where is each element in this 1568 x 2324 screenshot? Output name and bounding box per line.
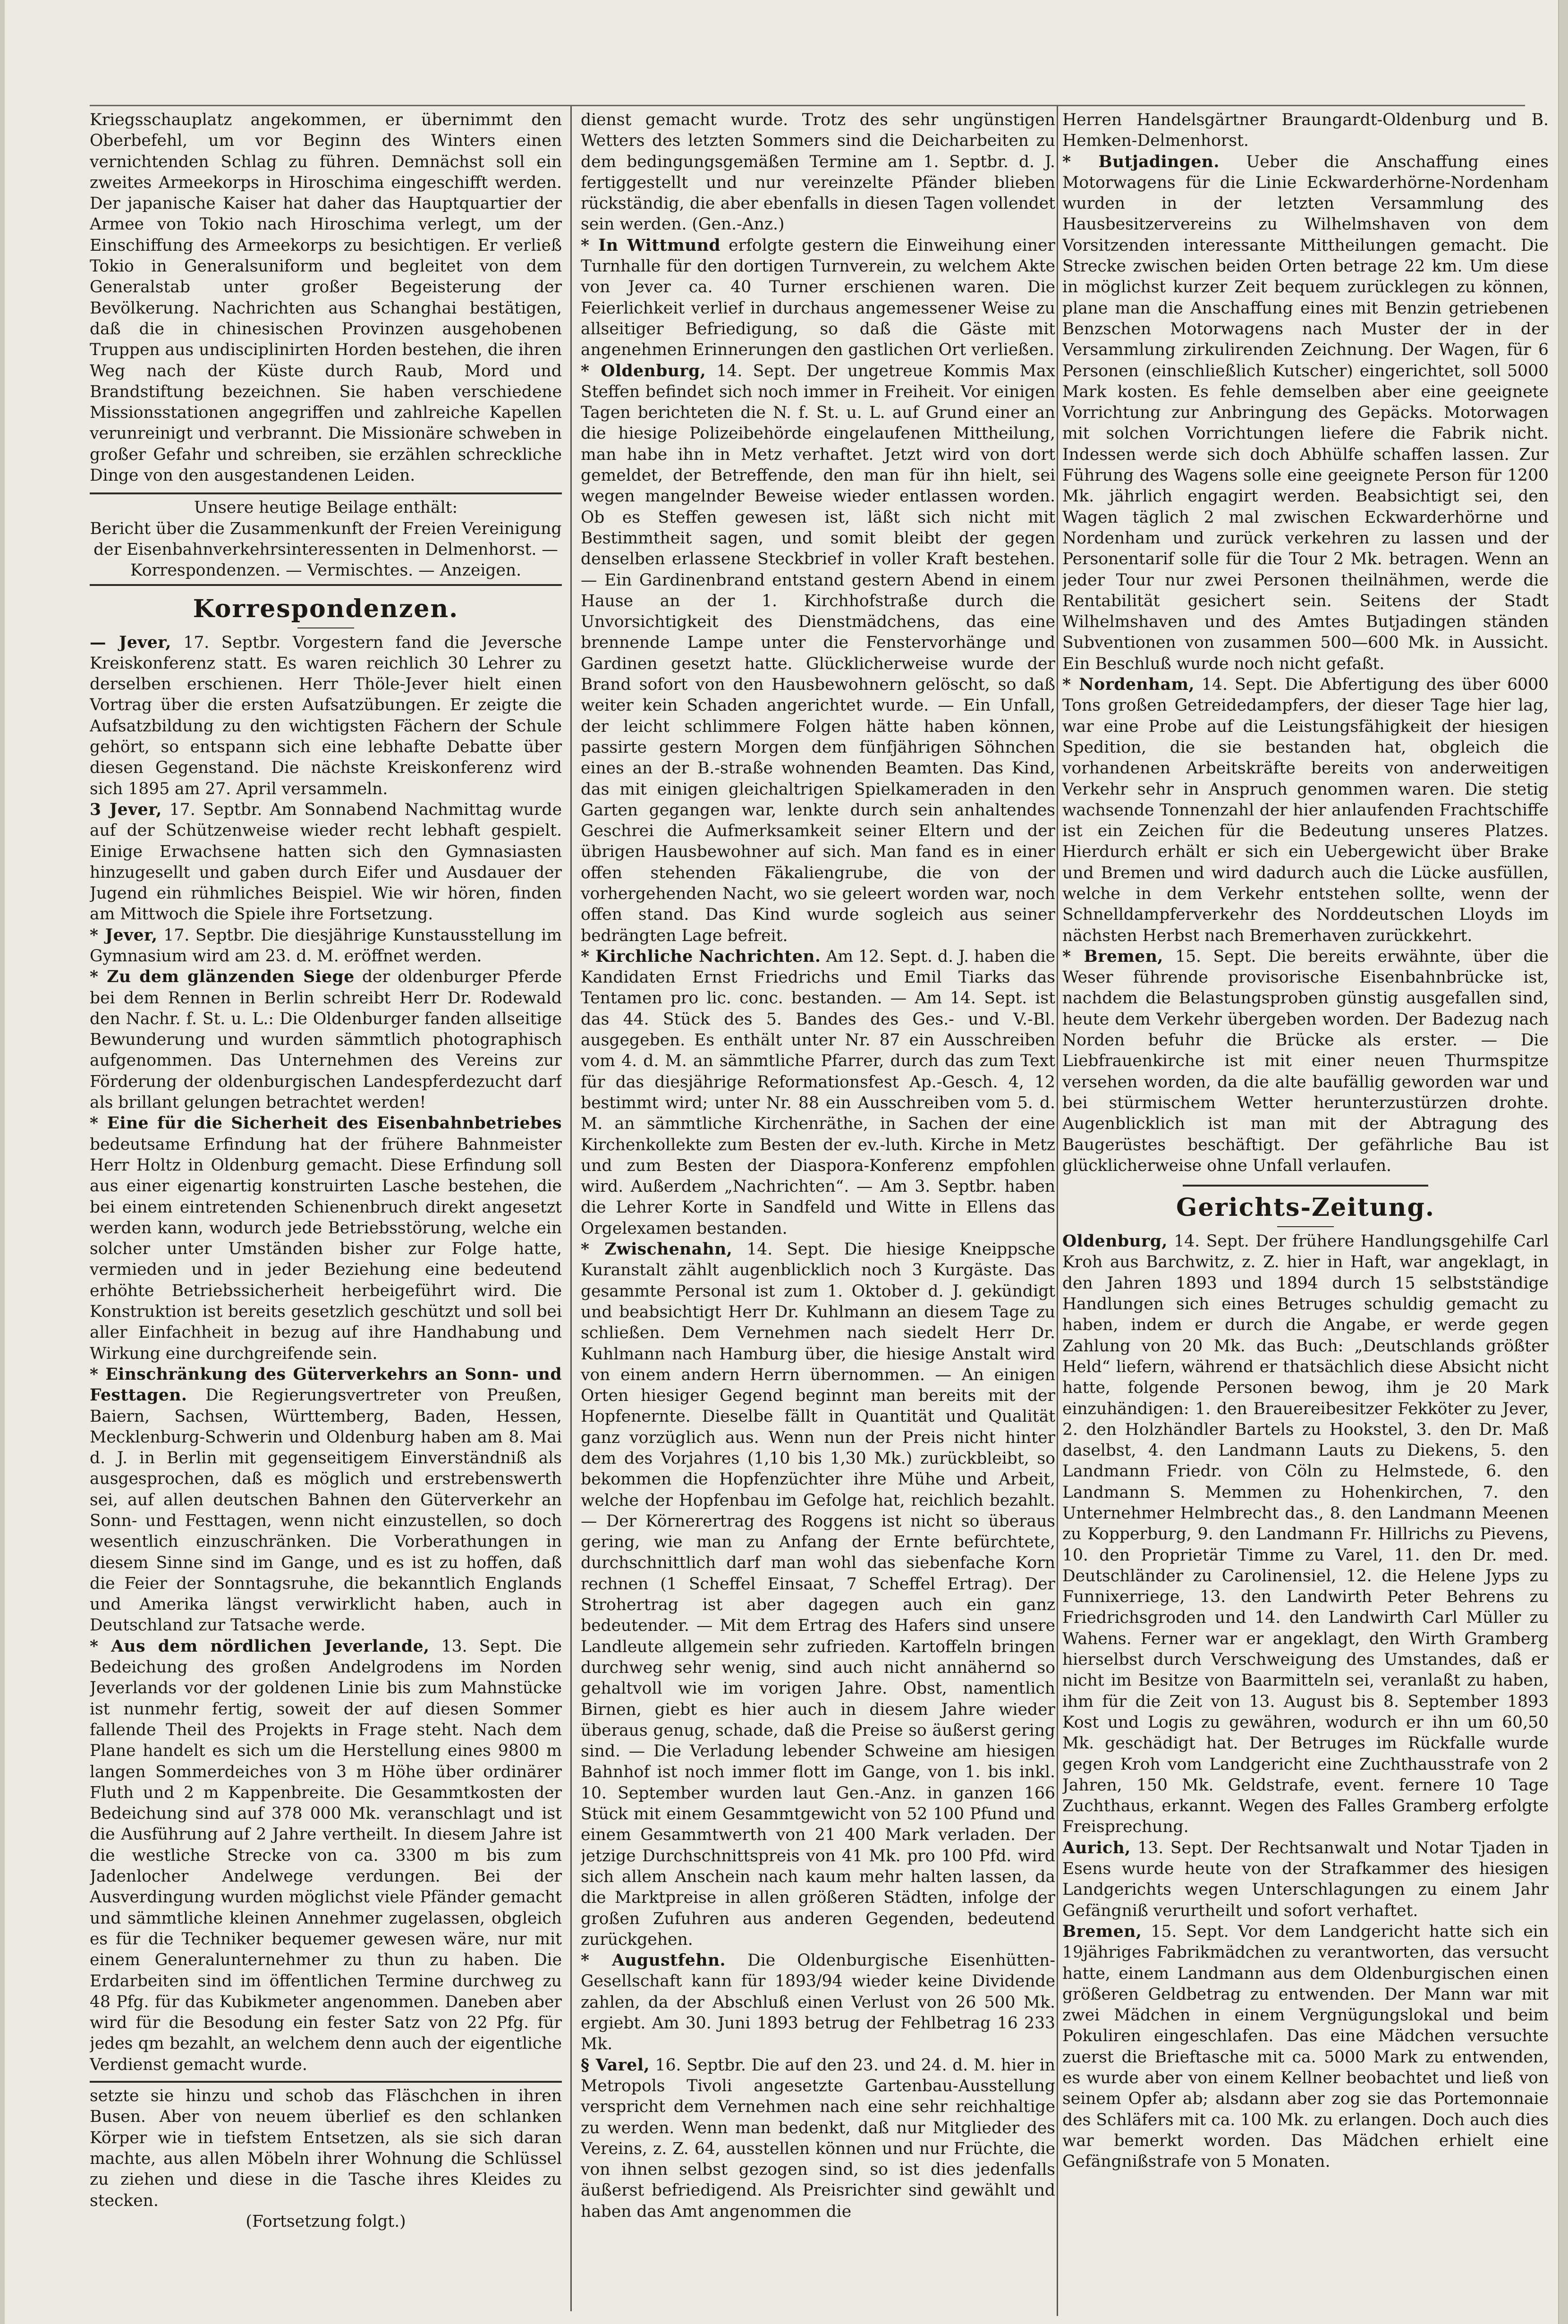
- news-paragraph: [1062, 946, 1549, 1176]
- continuation-note: (Fortsetzung folgt.): [246, 2212, 406, 2231]
- paragraph-text: 14. Sept. Der frühere Handlungsgehilfe Carl Kroh aus Barchwitz, z. Z. hier in Haft, war angeklagt, in den Jahren 1893 und 1894 durch 15 selbstständige Handlungen sich eines Betruges schuldig gemacht zu haben, indem er durch die Angabe, er werde gegen Zahlung von 20 Mk. das Buch: „Deutschlands größter Held“ liefern, während er thatsächlich diese Absicht nicht hatte, folgende Personen bewog, ihm je 20 Mark einzuhändigen: 1. den Brauereibesitzer Fekköter zu Jever, 2. den Holzhändler Bartels zu Hookstel, 3. den Dr. Maß daselbst, 4. den Landmann Lauts zu Diekens, 5. den Landmann Friedr. von Cöln zu Helmstede, 6. den Landmann S. Memmen zu Hohenkirchen, 7. den Unternehmer Helmbrecht das., 8. den Landmann Meenen zu Kopperburg, 9. den Landmann Fr. Hillrichs zu Pievens, 10. den Proprietär Timme zu Varel, 11. den Dr. med. Deutschländer zu Carolinensiel, 12. die Helene Jyps zu Funnixerriege, 13. den Landwirth Peter Behrens zu Friedrichsgroden und 14. den Landwirth Carl Müller zu Wahens. Ferner war er angeklagt, den Wirth Gramberg hierselbst durch Verschweigung des Umstandes, daß er nicht im Besitze von Baarmitteln sei, veranlaßt zu haben, ihm für die Zeit von 13. August bis 8. September 1893 Kost und Logis zu gewähren, wodurch er ihn um 60,50 Mk. geschädigt hat. Der Betruges im Rückfalle wurde gegen Kroh vom Landgericht eine Zuchthausstrafe von 2 Jahren, 150 Mk. Geldstrafe, event. fernere 10 Tage Zuchthaus, erkannt. Wegen des Falles Gramberg erfolgte Freisprechung.: [1062, 1232, 1549, 1837]
- continued-paragraph: dienst gemacht wurde. Trotz des sehr ungünstigen Wetters des letzten Sommers sind die Deicharbeiten zu dem bedingungsgemäßen Termine am 1. Septbr. d. J. fertiggestellt und nur vereinzelte Pfänder blieben rückständig, die aber ebenfalls in diesen Tagen vollendet sein werden. (Gen.-Anz.): [581, 110, 1055, 234]
- news-paragraph: [581, 2055, 1055, 2222]
- court-paragraph: [1062, 1231, 1549, 1838]
- dateline: Aurich,: [1062, 1838, 1131, 1858]
- dateline: * Augustfehn.: [581, 1951, 726, 1970]
- paragraph-text: Die Oldenburgische Eisenhütten-Gesellschaft kann für 1893/94 wieder keine Dividende zahlen, da der Abschluß einen Verlust von 26 500 Mk. ergiebt. Am 30. Juni 1893 betrug der Fehlbetrag 16 233 Mk.: [581, 1951, 1055, 2054]
- paragraph-text: 13. Sept. Der Rechtsanwalt und Notar Tjaden in Esens wurde heute von der Strafkammer des hiesigen Landgerichts wegen Unterschlagungen zu einem Jahr Gefängniß verurtheilt und sofort verhaftet.: [1062, 1838, 1549, 1920]
- dateline: * Bremen,: [1062, 947, 1163, 966]
- dateline: * Eine für die Sicherheit des Eisenbahnbetriebes: [90, 1114, 562, 1133]
- supplement-box-title: Unsere heutige Beilage enthält:: [194, 498, 458, 517]
- dateline: * Zwischenahn,: [581, 1240, 733, 1259]
- dateline: * In Wittmund: [581, 236, 721, 255]
- news-paragraph: [90, 1636, 562, 2075]
- dateline: * Einschränkung des Güterverkehrs an Sonn- und Festtagen.: [90, 1365, 562, 1405]
- box-bottom-rule: [90, 584, 562, 586]
- column-rule-1: [570, 106, 572, 2311]
- box-top-rule: [90, 492, 562, 494]
- column-2: [581, 0, 1055, 2324]
- paragraph-text: 16. Septbr. Die auf den 23. und 24. d. M. hier in Metropols Tivoli angesetzte Gartenbau-Ausstellung verspricht dem Vernehmen nach eine sehr reichhaltige zu werden. Wenn man bedenkt, daß nur Mitglieder des Vereins, z. Z. 64, ausstellen können und nur Früchte, die von ihnen selbst gezogen sind, so ist dies jedenfalls äußerst befriedigend. Als Preisrichter sind gewählt und haben das Amt angenommen die: [581, 2055, 1055, 2221]
- dateline: * Aus dem nördlichen Jeverlande,: [90, 1637, 430, 1656]
- paragraph-text: der oldenburger Pferde bei dem Rennen in Berlin schreibt Herr Dr. Rodewald den Nachr. f. St. u. L.: Die Oldenburger fanden allseitige Bewunderung und wurden sämmtlich photographisch aufgenommen. Das Unternehmen des Vereins zur Förderung der oldenburgischen Landespferdezucht darf als brillant gelungen betrachtet werden!: [90, 967, 562, 1112]
- news-paragraph: [90, 799, 562, 925]
- news-paragraph: [1062, 674, 1549, 946]
- paragraph-text: 14. Sept. Die hiesige Kneippsche Kuranstalt zählt augenblicklich noch 3 Kurgäste. Das gesammte Personal ist zum 1. Oktober d. J. gekündigt und beabsichtigt Herr Dr. Kuhlmann an diesem Tage zu schließen. Dem Vernehmen nach siedelt Herr Dr. Kuhlmann nach Hamburg über, die hiesige Anstalt wird von einem andern Herrn übernommen. — An einigen Orten hiesiger Gegend beginnt man bereits mit der Hopfenernte. Dieselbe fällt in Quantität und Qualität ganz vorzüglich aus. Wenn nun der Preis nicht hinter dem des Vorjahres (1,10 bis 1,30 Mk.) zurückbleibt, so bekommen die Hopfenzüchter ihre Mühe und Arbeit, welche der Hopfenbau im Gefolge hat, reichlich bezahlt. — Der Körnerertrag des Roggens ist nicht so überaus gering, wie man zu Anfang der Ernte befürchtete, durchschnittlich darf man wohl das siebenfache Korn rechnen (1 Scheffel Einsaat, 7 Scheffel Ertrag). Der Strohertrag ist aber dagegen auch ein ganz bedeutender. — Mit dem Ertrag des Hafers sind unsere Landleute allgemein sehr zufrieden. Kartoffeln bringen durchweg sehr wenig, sind auch nicht annähernd so gehaltvoll wie im vorigen Jahre. Obst, namentlich Birnen, giebt es hier auch in diesem Jahre wieder überaus genug, schade, daß die Preise so äußerst gering sind. — Die Verladung lebender Schweine am hiesigen Bahnhof ist noch immer flott im Gange, von 1. bis inkl. 10. September wurden laut Gen.-Anz. in ganzen 166 Stück mit einem Gesammtgewicht von 52 100 Pfund und einem Gesammtwerth von 21 400 Mark verladen. Der jetzige Durchschnittspreis von 41 Mk. pro 100 Pfd. wird sich allem Anschein nach kaum mehr halten lassen, da die Marktpreise in allen größeren Städten, infolge der großen Zufuhren aus anderen Gegenden, bedeutend zurückgehen.: [581, 1240, 1055, 1949]
- feuilleton-rule: [90, 2081, 562, 2083]
- heading-underline: [1277, 1226, 1334, 1227]
- paragraph-text: Ueber die Anschaffung eines Motorwagens für die Linie Eckwarderhörne-Nordenham wurden in der letzten Versammlung des Hausbesitzervereins zu Wilhelmshaven von dem Vorsitzenden interessante Mittheilungen gemacht. Die Strecke zwischen beiden Orten betrage 22 km. Um diese in möglichst kurzer Zeit bequem zurücklegen zu können, plane man die Anschaffung eines mit Benzin getriebenen Benzschen Motorwagens nach Muster der in der Versammlung zirkulirenden Zeichnung. Der Wagen, für 6 Personen (einschließlich Kutscher) eingerichtet, soll 5000 Mark kosten. Es fehle demselben aber eine geeignete Vorrichtung zur Anbringung des Gepäcks. Motorwagen mit solchen Vorrichtungen liefere die Fabrik nicht. Indessen werde sich doch Abhülfe schaffen lassen. Zur Führung des Wagens solle eine geeignete Person für 1200 Mk. jährlich engagirt werden. Beabsichtigt sei, den Wagen täglich 2 mal zwischen Eckwarderhörne und Nordenham und zurück verkehren zu lassen und der Personentarif solle für die Tour 2 Mk. betragen. Wenn an jeder Tour nur zwei Personen theilnähmen, werde die Rentabilität gesichert sein. Seitens der Stadt Wilhelmshaven und des Amtes Butjadingen ständen Subventionen von zusammen 500—600 Mk. in Aussicht. Ein Beschluß wurde noch nicht gefaßt.: [1062, 152, 1549, 673]
- dateline: § Varel,: [581, 2055, 650, 2075]
- dateline: 3 Jever,: [90, 800, 162, 819]
- news-paragraph: [90, 1113, 562, 1364]
- paragraph-text: erfolgte gestern die Einweihung einer Turnhalle für den dortigen Turnverein, zu welchem Akte von Jever ca. 40 Turner erschienen waren. Die Feierlichkeit verlief in durchaus angemessener Weise zu allseitiger Befriedigung, so daß die Gäste mit angenehmen Erinnerungen den gastlichen Ort verließen.: [581, 236, 1055, 360]
- court-paragraph: [1062, 1921, 1549, 2172]
- news-paragraph: [581, 946, 1055, 1239]
- dateline: * Zu dem glänzenden Siege: [90, 967, 355, 987]
- paragraph-text: Am 12. Sept. d. J. haben die Kandidaten Ernst Friedrichs und Emil Tiarks das Tentamen pro lic. conc. bestanden. — Am 14. Sept. ist das 44. Stück des 5. Bandes des Ges.- und V.-Bl. ausgegeben. Es enthält unter Nr. 87 ein Ausschreiben vom 4. d. M. an sämmtliche Pfarrer, durch das zum Text für das diesjährige Reformationsfest Ap.-Gesch. 4, 12 bestimmt wird; unter Nr. 88 ein Ausschreiben vom 5. d. M. an sämmtliche Kirchenräthe, in Sachen der eine Kirchenkollekte zum Besten der ev.-luth. Kirche in Metz und zum Besten der Diaspora-Konferenz empfohlen wird. Außerdem „Nachrichten“. — Am 3. Septbr. haben die Lehrer Korte in Sandfeld und Witte in Ellens das Orgelexamen bestanden.: [581, 947, 1055, 1238]
- dateline: Bremen,: [1062, 1922, 1142, 1941]
- news-paragraph: [581, 1239, 1055, 1950]
- column-rule-2: [1057, 106, 1058, 2316]
- paragraph-text: 14. Sept. Die Abfertigung des über 6000 Tons großen Getreidedampfers, der dieser Tage hier lag, war eine Probe auf die Leistungsfähigkeit der hiesigen Spedition, die sie bestanden hat, obgleich die vorhandenen Arbeitskräfte bereits von anderweitigen Verkehr sehr in Anspruch genommen waren. Die stetig wachsende Tonnenzahl der hier anlaufenden Frachtschiffe ist ein Zeichen für die Bedeutung unseres Platzes. Hierdurch erhält er sich ein Uebergewicht über Brake und Bremen und wird dadurch auch die Lücke ausfüllen, welche in dem Verkehr entstehen sollte, wenn der Schnelldampferverkehr des Norddeutschen Lloyds im nächsten Herbst nach Bremerhaven zurückkehrt.: [1062, 675, 1549, 945]
- news-paragraph: [90, 1364, 562, 1636]
- paragraph-text: Die Regierungsvertreter von Preußen, Baiern, Sachsen, Württemberg, Baden, Hessen, Mecklenburg-Schwerin und Oldenburg haben am 8. Mai d. J. in Berlin mit gegenseitigem Einverständniß als ausgesprochen, daß es möglich und erstrebenswerth sei, auf allen deutschen Bahnen den Güterverkehr an Sonn- und Festtagen, wenn nicht einzustellen, so doch wesentlich einzuschränken. Die Vorberathungen in diesem Sinne sind im Gange, und es ist zu hoffen, daß die Feier der Sonntagsruhe, die bekanntlich Englands und Amerika längst verwirklicht haben, auch in Deutschland zur Tatsache werde.: [90, 1386, 562, 1635]
- paragraph-text: 17. Septbr. Vorgestern fand die Jeversche Kreiskonferenz statt. Es waren reichlich 30 Lehrer zu derselben erschienen. Herr Thöle-Jever hielt einen Vortrag über die ersten Aufsatzübungen. Er zeigte die Aufsatzbildung zu den wichtigsten Fächern der Schule gehört, so entspann sich eine lebhafte Debatte über diesen Gegenstand. Die nächste Kreiskonferenz wird sich 1895 am 27. April versammeln.: [90, 633, 562, 798]
- paragraph-text: 17. Septbr. Die diesjährige Kunstausstellung im Gymnasium wird am 23. d. M. eröffnet werden.: [90, 925, 562, 966]
- news-paragraph: [90, 967, 562, 1113]
- dateline: Oldenburg,: [1062, 1232, 1168, 1251]
- column-3: [1062, 0, 1549, 2324]
- supplement-box-body: Bericht über die Zusammenkunft der Freien Vereinigung der Eisenbahnverkehrsinteressenten in Delmenhorst. — Korrespondenzen. — Vermischtes. — Anzeigen.: [90, 519, 562, 580]
- news-paragraph: [90, 632, 562, 799]
- news-paragraph: [581, 1950, 1055, 2054]
- court-section-rule: [1183, 1185, 1428, 1187]
- paragraph-text: 13. Sept. Die Bedeichung des großen Andelgrodens im Norden Jeverlands vor der goldenen Linie bis zum Mahnstücke ist nunmehr fertig, soweit der auf diesen Sommer fallende Theil des Projekts in Frage steht. Nach dem Plane handelt es sich um die Herstellung eines 9800 m langen Sommerdeiches von 3 m Höhe über ordinärer Fluth und 2 m Kappenbreite. Die Gesammtkosten der Bedeichung sind auf 378 000 Mk. veranschlagt und ist die Ausführung auf 2 Jahre vertheilt. In diesem Jahre ist die westliche Strecke von ca. 3300 m bis zum Jadenlocher Andelwege verdungen. Bei der Ausverdingung wurden möglichst viele Pfänder gemacht und sämmtliche kleinen Annehmer zugelassen, obgleich es für die Techniker bequemer gewesen wäre, nur mit einem Generalunternehmer zu thun zu haben. Die Erdarbeiten sind im öffentlichen Termine durchweg zu 48 Pfg. für das Kubikmeter angenommen. Daneben aber wird für die Besodung ein fester Satz von 22 Pfg. für jedes qm bezahlt, an welchem denn auch der eigentliche Verdienst gemacht wurde.: [90, 1637, 562, 2074]
- paragraph-text: 14. Sept. Der ungetreue Kommis Max Steffen befindet sich noch immer in Freiheit. Vor einigen Tagen berichteten die N. f. St. u. L. auf Grund einer an die hiesige Polizeibehörde eingelaufenen Mittheilung, man habe ihn in Metz verhaftet. Jetzt wird von dort gemeldet, der Betreffende, den man für ihn hielt, sei wegen mangelnder Beweise wieder entlassen worden. Ob es Steffen gewesen ist, läßt sich nicht mit Bestimmtheit sagen, und somit bleibt der gegen denselben erlassene Steckbrief in voller Kraft bestehen. — Ein Gardinenbrand entstand gestern Abend in einem Hause an der 1. Kirchhofstraße durch die Unvorsichtigkeit des Dienstmädchens, das eine brennende Lampe unter die Fenstervorhänge und Gardinen gesetzt hatte. Glücklicherweise wurde der Brand sofort von den Hausbewohnern gelöscht, so daß weiter kein Schaden angerichtet wurde. — Ein Unfall, der leicht schlimmere Folgen hätte haben können, passirte gestern Morgen dem fünfjährigen Söhnchen eines an der B.-straße wohnenden Beamten. Das Kind, das mit einigen gleichaltrigen Spielkameraden in den Garten gegangen war, lenkte durch sein anhaltendes Geschrei die Aufmerksamkeit seiner Eltern und der übrigen Hausbewohner auf sich. Man fand es in einer offen stehenden Fäkaliengrube, die von der vorhergehenden Nacht, wo sie geleert worden war, noch offen stand. Das Kind wurde sogleich aus seiner bedrängten Lage befreit.: [581, 361, 1055, 945]
- paragraph-text: 15. Sept. Vor dem Landgericht hatte sich ein 19jähriges Fabrikmädchen zu verantworten, das versucht hatte, einem Landmann aus dem Oldenburgischen einen größeren Geldbetrag zu entwenden. Der Mann war mit zwei Mädchen in einem Vergnügungslokal und beim Pokuliren eingeschlafen. Das eine Mädchen versuchte zuerst die Brieftasche mit ca. 5000 Mark zu entwenden, es wurde aber von einem Kellner beobachtet und ließ von seinem Opfer ab; alsdann aber zog sie das Portemonnaie des Schläfers mit ca. 100 Mk. zu erlangen. Doch auch dies war bemerkt worden. Das Mädchen erhielt eine Gefängnißstrafe von 5 Monaten.: [1062, 1922, 1549, 2171]
- paragraph-text: bedeutsame Erfindung hat der frühere Bahnmeister Herr Holtz in Oldenburg gemacht. Diese Erfindung soll aus einer eigenartig konstruirten Lasche bestehen, die bei einem eintretenden Schienenbruch direkt angesetzt werden kann, wodurch jede Betriebsstörung, welche ein solcher unter Umständen bisher zur Folge hatte, vermieden und in jeder Beziehung eine bedeutend erhöhte Betriebssicherheit herbeigeführt wird. Die Konstruktion ist bereits gesetzlich geschützt und soll bei aller Einfachheit in bezug auf ihre Handhabung und Wirkung eine durchgreifende sein.: [90, 1135, 562, 1363]
- dateline: — Jever,: [90, 633, 171, 652]
- newspaper-page: [5, 0, 1559, 2324]
- news-paragraph: [90, 925, 562, 967]
- section-heading-korrespondenzen: Korrespondenzen.: [193, 594, 459, 623]
- dateline: * Butjadingen.: [1062, 152, 1220, 171]
- feuilleton-text: setzte sie hinzu und schob das Fläschchen in ihren Busen. Aber von neuem überlief es den schlanken Körper wie in tiefstem Entsetzen, als sie sich daran machte, aus allen Möbeln ihrer Wohnung die Schlüssel zu ziehen und diese in die Tasche ihres Kleides zu stecken.: [90, 2087, 562, 2210]
- column-1: [90, 0, 562, 2324]
- dateline: * Oldenburg,: [581, 361, 706, 381]
- correspondence-list: [90, 632, 562, 2075]
- war-report-paragraph: Kriegsschauplatz angekommen, er übernimmt den Oberbefehl, um vor Beginn des Winters einen vernichtenden Schlag zu führen. Demnächst soll ein zweites Armeekorps in Hiroschima eingeschifft werden. Der japanische Kaiser hat daher das Hauptquartier der Armee von Tokio nach Hiroschima verlegt, um der Einschiffung des Armeekorps zu besichtigen. Er verließ Tokio in Generalsuniform und begleitet von dem Generalstab unter großer Begeisterung der Bevölkerung. Nachrichten aus Schanghai bestätigen, daß die in chinesischen Provinzen ausgehobenen Truppen aus undisciplinirten Horden bestehen, die ihren Weg nach der Küste durch Raub, Mord und Brandstiftung bezeichnen. Sie haben verschiedene Missionsstationen angegriffen und zahlreiche Kapellen verunreinigt und verbrannt. Die Missionäre schweben in großer Gefahr und schreiben, sie erzählen schreckliche Dinge von den ausgestandenen Leiden.: [90, 110, 562, 485]
- paragraph-text: 17. Septbr. Am Sonnabend Nachmittag wurde auf der Schützenweise wieder recht lebhaft gespielt. Einige Erwachsene hatten sich den Gymnasiasten hinzugesellt und gaben durch Eifer und Ausdauer der Jugend ein rühmliches Beispiel. Wie wir hören, finden am Mittwoch die Spiele ihre Fortsetzung.: [90, 800, 562, 924]
- court-paragraph: [1062, 1838, 1549, 1921]
- section-heading-gerichts-zeitung: Gerichts-Zeitung.: [1176, 1193, 1435, 1222]
- dateline: * Nordenham,: [1062, 675, 1195, 695]
- news-paragraph: [581, 235, 1055, 361]
- news-paragraph: [581, 361, 1055, 946]
- continued-paragraph: Herren Handelsgärtner Braungardt-Oldenburg und B. Hemken-Delmenhorst.: [1062, 110, 1549, 151]
- dateline: * Kirchliche Nachrichten.: [581, 947, 821, 966]
- paragraph-text: 15. Sept. Die bereits erwähnte, über die Weser führende provisorische Eisenbahnbrücke ist, nachdem die Belastungsproben günstig ausgefallen sind, heute dem Verkehr übergeben worden. Der Badezug nach Norden befuhr die Brücke als erster. — Die Liebfrauenkirche ist mit einer neuen Thurmspitze versehen worden, da die alte baufällig geworden war und bei stürmischem Wetter herunterzustürzen drohte. Augenblicklich ist man mit der Abtragung des Baugerüstes beschäftigt. Der gefährliche Bau ist glücklicherweise ohne Unfall verlaufen.: [1062, 947, 1549, 1175]
- news-paragraph: [1062, 152, 1549, 674]
- dateline: * Jever,: [90, 925, 158, 945]
